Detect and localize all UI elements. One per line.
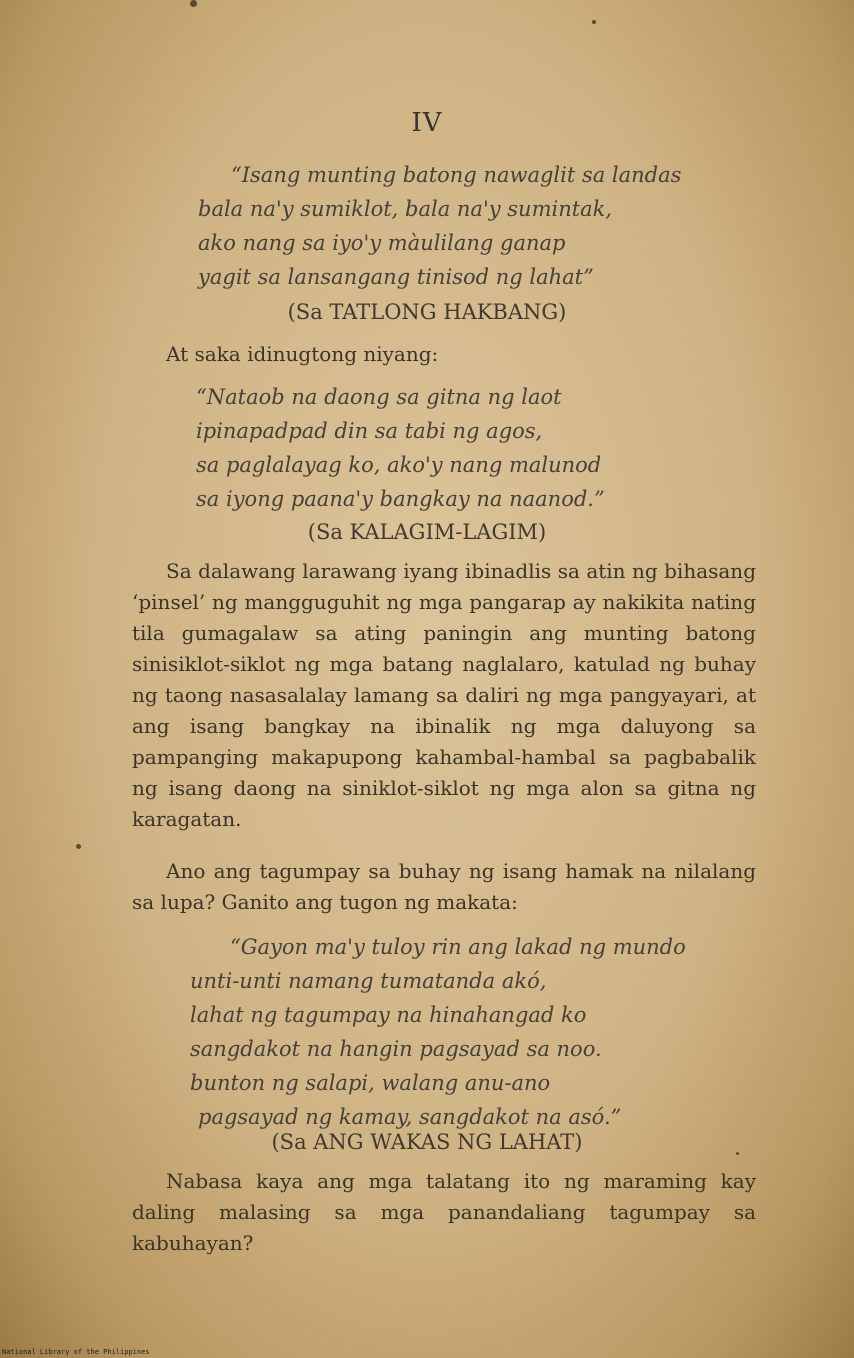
verse-line: unti-unti namang tumatanda akó, [190, 969, 547, 993]
verse-line: ako nang sa iyo'y màulilang ganap [198, 231, 566, 255]
paragraph-2 [132, 856, 756, 918]
paragraph-text: Ano ang tagumpay sa buhay ng isang hamak na nilalang sa lupa? Ganito ang tugon ng makata: [132, 859, 756, 914]
paragraph-text: Nabasa kaya ang mga talatang ito ng maraming kay daling malasing sa mga panandaliang tagumpay sa kabuhayan? [132, 1169, 756, 1255]
verse-2-source: (Sa KALAGIM-LAGIM) [307, 520, 547, 544]
verse-line: pagsayad ng kamay, sangdakot na asó.” [198, 1105, 622, 1129]
paragraph-1 [132, 556, 756, 835]
verse-line: yagit sa lansangang tinisod ng lahat” [198, 265, 594, 289]
ink-speck [76, 844, 81, 849]
verse-line: sa paglalayag ko, ako'y nang malunod [196, 453, 602, 477]
verse-line: lahat ng tagumpay na hinahangad ko [190, 1003, 587, 1027]
verse-1-source: (Sa TATLONG HAKBANG) [287, 300, 567, 324]
paragraph-text: Sa dalawang larawang iyang ibinadlis sa atin ng bihasang ‘pinsel’ ng mangguguhit ng mga pangarap ay nakikita nating tila gumagalaw sa ating paningin ang munting batong sinisiklot-siklot ng mga batang naglalaro, katulad ng buhay ng taong nasasalalay lamang sa daliri ng mga pangyayari, at ang isang bangkay na ibinalik ng mga daluyong sa pampanging makapupong kahambal-hambal sa pagbabalik ng isang daong na siniklot-siklot ng mga alon sa gitna ng karagatan. [132, 559, 756, 831]
verse-line: “Nataob na daong sa gitna ng laot [196, 385, 562, 409]
ink-speck [736, 1152, 739, 1155]
intro-line: At saka idinugtong niyang: [166, 342, 439, 366]
chapter-numeral: IV [411, 108, 443, 138]
ink-speck [592, 20, 596, 24]
verse-line: bunton ng salapi, walang anu-ano [190, 1071, 551, 1095]
verse-2 [196, 380, 605, 516]
verse-1 [198, 158, 681, 294]
paragraph-3 [132, 1166, 756, 1259]
verse-3-source: (Sa ANG WAKAS NG LAHAT) [271, 1130, 583, 1154]
verse-line: ipinapadpad din sa tabi ng agos, [196, 419, 543, 443]
verse-line: “Gayon ma'y tuloy rin ang lakad ng mundo [230, 935, 686, 959]
verse-3 [190, 930, 686, 1134]
verse-line: sangdakot na hangin pagsayad sa noo. [190, 1037, 602, 1061]
verse-line: bala na'y sumiklot, bala na'y sumintak, [198, 197, 613, 221]
library-watermark: National Library of the Philippines [2, 1348, 150, 1356]
ink-speck [190, 0, 197, 7]
verse-line: “Isang munting batong nawaglit sa landas [231, 163, 682, 187]
verse-line: sa iyong paana'y bangkay na naanod.” [196, 487, 605, 511]
